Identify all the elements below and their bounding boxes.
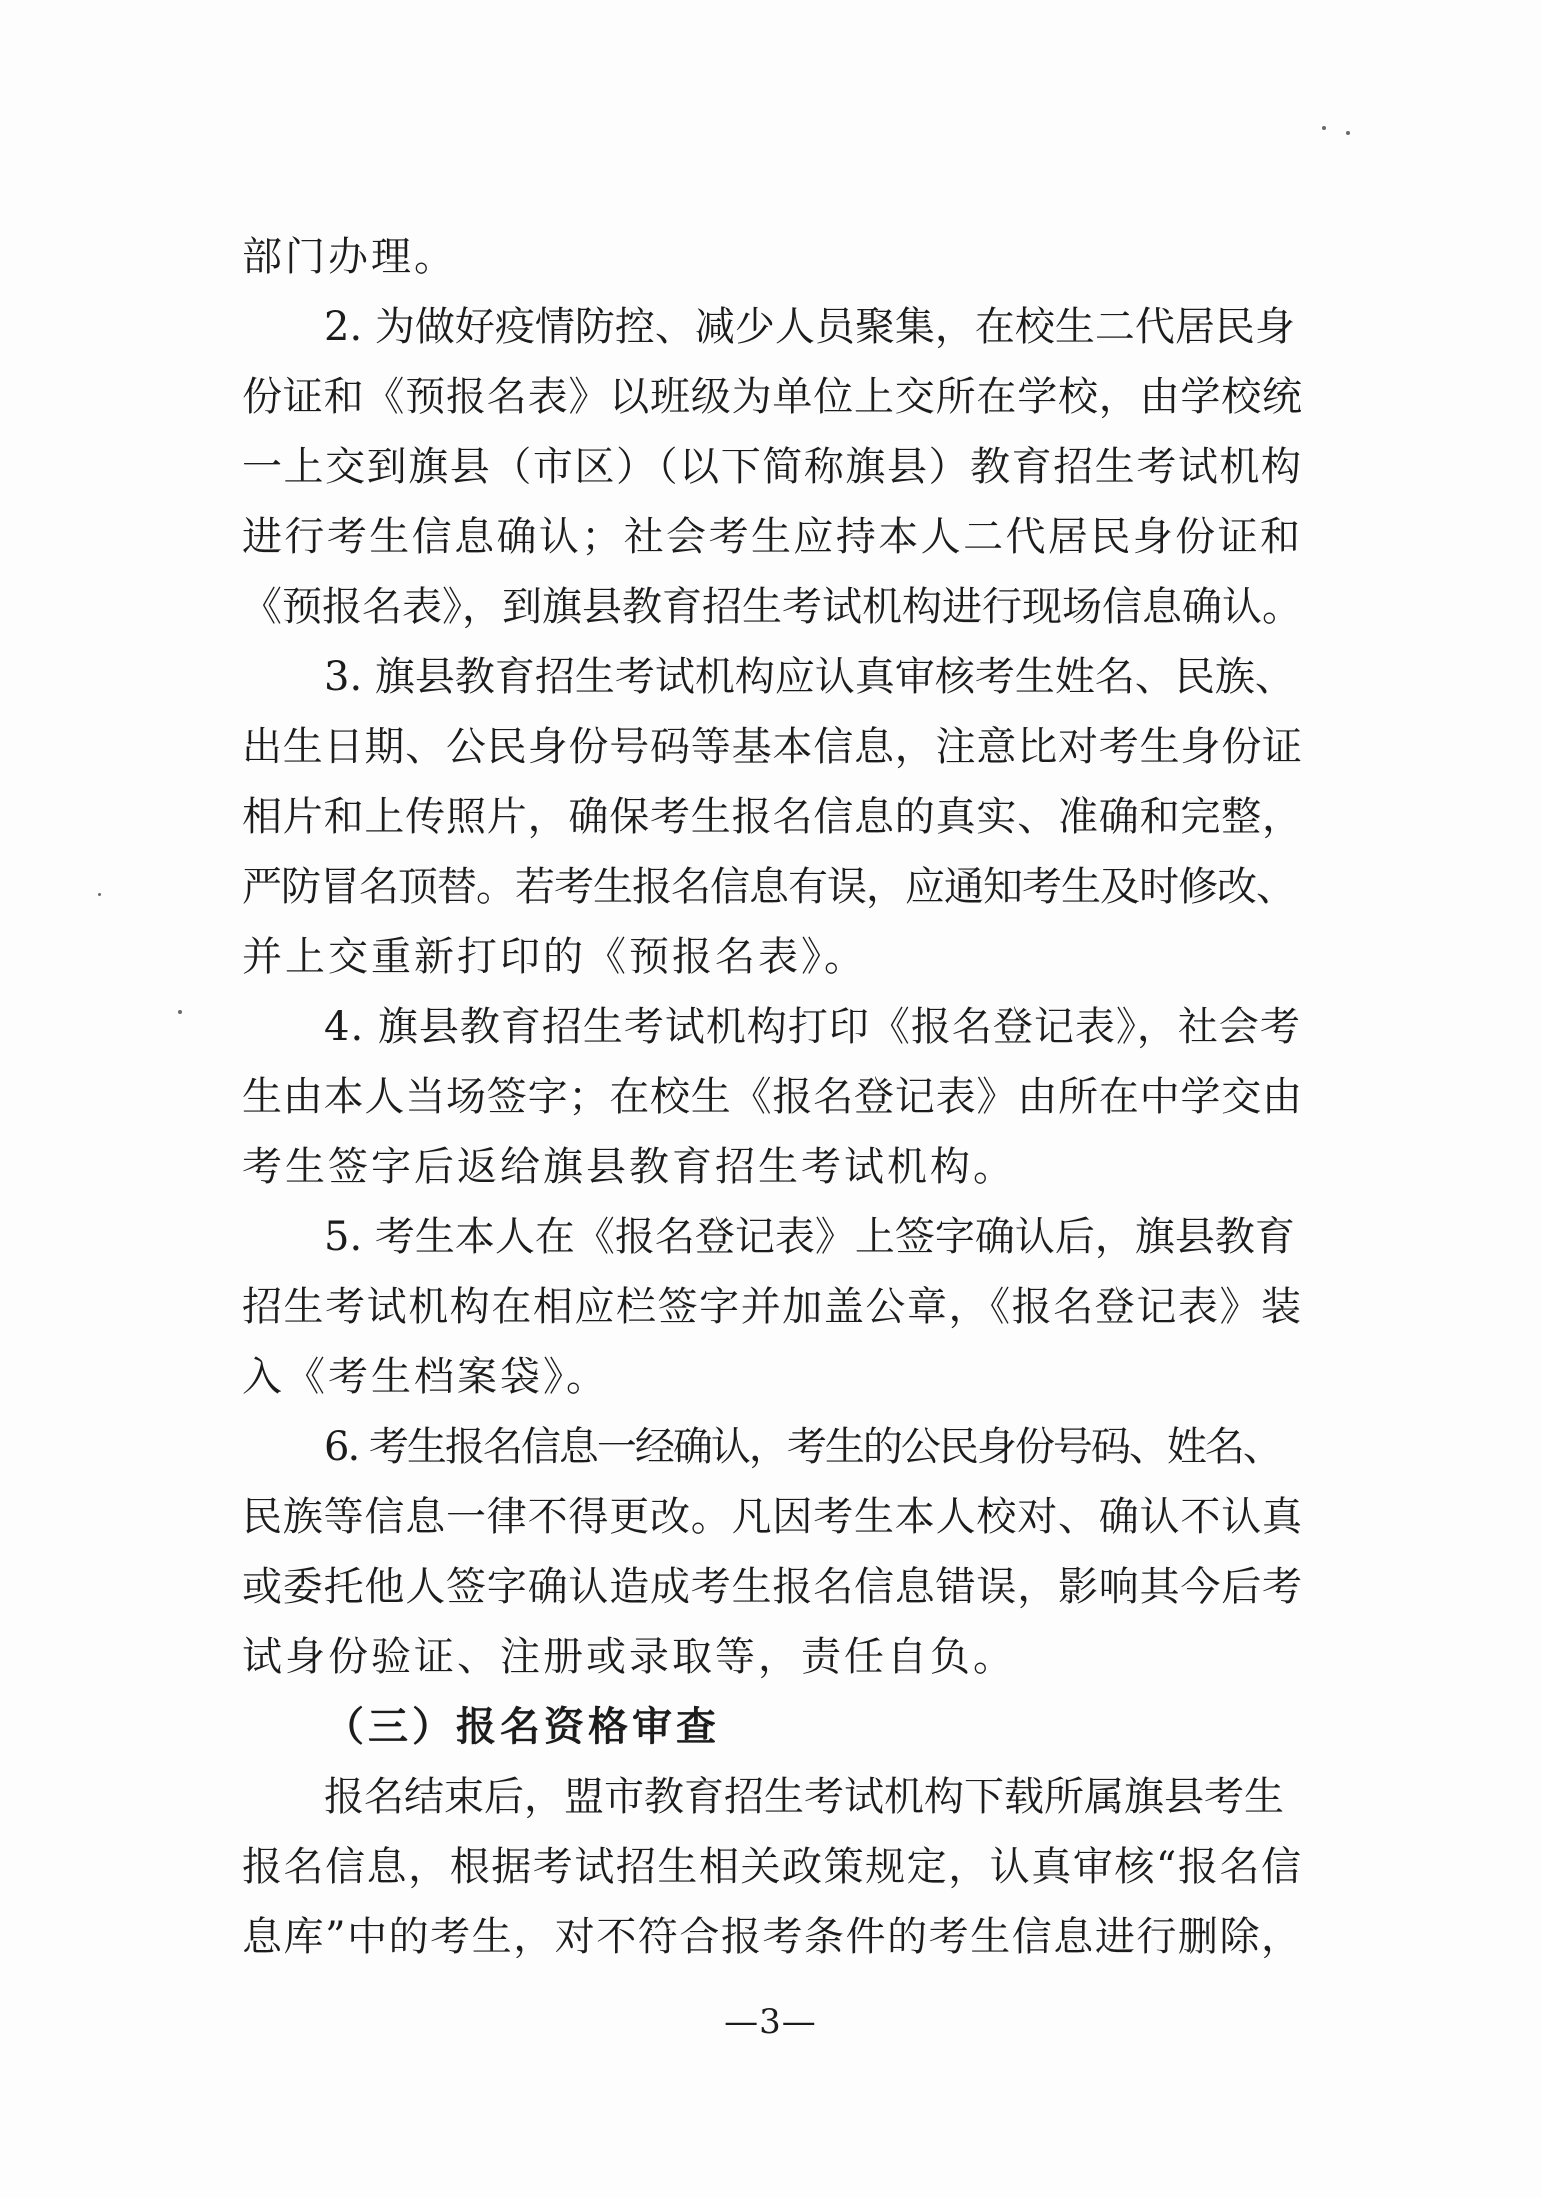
text-line: 试身份验证、注册或录取等，责任自负。 [242, 1634, 1016, 1680]
scan-speck [1346, 131, 1350, 135]
paragraph-start: 2. 为做好疫情防控、减少人员聚集，在校生二代居民身 [324, 304, 1295, 350]
text-line: 部门办理。 [242, 234, 457, 280]
paragraph-start: 报名结束后，盟市教育招生考试机构下载所属旗县考生 [324, 1774, 1284, 1820]
text-line: 或委托他人签字确认造成考生报名信息错误，影响其今后考 [242, 1564, 1302, 1610]
text-line: 并上交重新打印的《预报名表》。 [242, 934, 867, 980]
body-text [242, 222, 1302, 1972]
text-line: 相片和上传照片，确保考生报名信息的真实、准确和完整， [242, 794, 1302, 840]
text-line: 考生签字后返给旗县教育招生考试机构。 [242, 1144, 1016, 1190]
text-line: 入《考生档案袋》。 [242, 1354, 609, 1400]
text-line: 报名信息，根据考试招生相关政策规定，认真审核“报名信 [242, 1844, 1302, 1890]
scan-speck [98, 893, 101, 896]
text-line: 一上交到旗县（市区）（以下简称旗县）教育招生考试机构 [242, 444, 1302, 490]
page-number: —3— [724, 2002, 817, 2042]
scan-speck [1322, 126, 1326, 130]
paragraph-start: 5. 考生本人在《报名登记表》上签字确认后，旗县教育 [324, 1214, 1295, 1260]
text-line: 招生考试机构在相应栏签字并加盖公章，《报名登记表》装 [242, 1284, 1302, 1330]
text-line: 严防冒名顶替。若考生报名信息有误，应通知考生及时修改、 [242, 864, 1295, 910]
text-line: 《预报名表》，到旗县教育招生考试机构进行现场信息确认。 [242, 584, 1302, 630]
text-line: 生由本人当场签字；在校生《报名登记表》由所在中学交由 [242, 1074, 1302, 1120]
text-line: 份证和《预报名表》以班级为单位上交所在学校，由学校统 [242, 374, 1302, 420]
section-heading: （三）报名资格审查 [324, 1704, 720, 1750]
paragraph-start: 4. 旗县教育招生考试机构打印《报名登记表》，社会考 [324, 1004, 1301, 1050]
text-line: 进行考生信息确认；社会考生应持本人二代居民身份证和 [242, 514, 1302, 560]
text-line: 息库”中的考生，对不符合报考条件的考生信息进行删除， [242, 1914, 1302, 1960]
paragraph-start: 3. 旗县教育招生考试机构应认真审核考生姓名、民族、 [324, 654, 1295, 700]
text-line: 出生日期、公民身份号码等基本信息，注意比对考生身份证 [242, 724, 1302, 770]
scan-speck [178, 1010, 182, 1014]
paragraph-start: 6. 考生报名信息一经确认，考生的公民身份号码、姓名、 [324, 1424, 1281, 1470]
text-line: 民族等信息一律不得更改。凡因考生本人校对、确认不认真 [242, 1494, 1302, 1540]
